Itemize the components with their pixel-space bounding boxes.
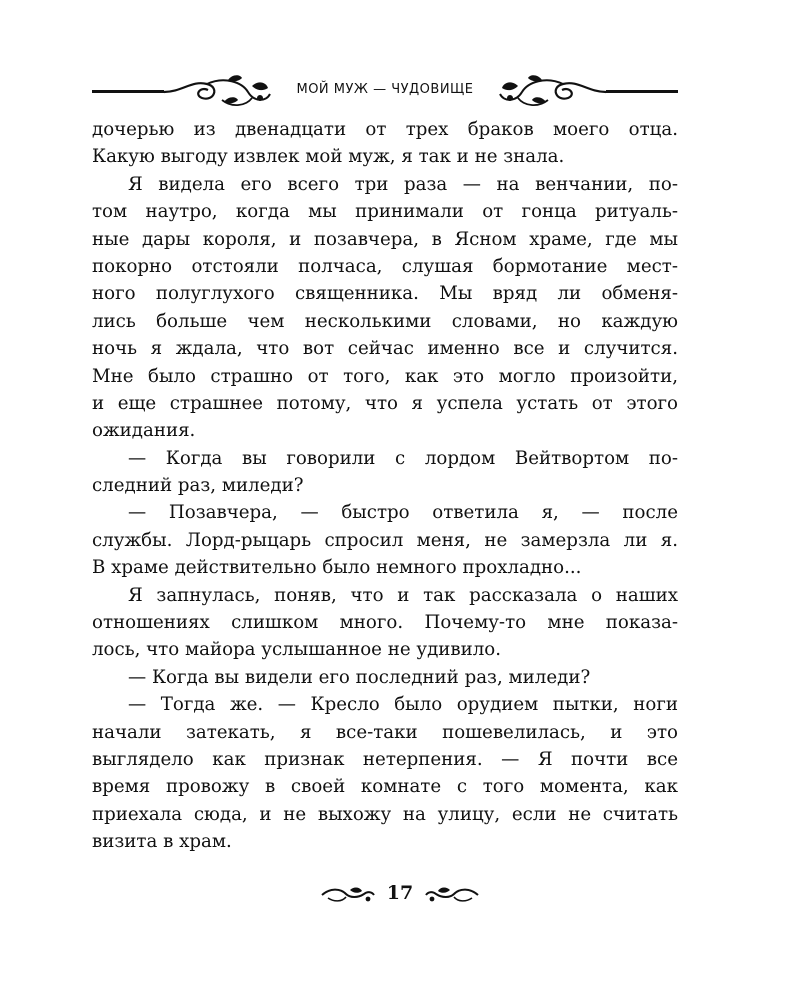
text-line: Мне было страшно от того, как это могло произойти, [92,365,678,387]
text-line: следний раз, миледи? [92,475,304,497]
text-line: — Позавчера, — быстро ответила я, — после [128,502,678,524]
text-line: время провожу в своей комнате с того момента, как [92,776,678,798]
text-line: визита в храм. [92,831,232,853]
text-line: В храме действительно было немного прохладно... [92,557,582,579]
text-line: Я запнулась, поняв, что и так рассказала о наших [128,584,678,606]
text-line: — Когда вы видели его последний раз, миледи? [128,666,591,688]
body-text [92,116,678,856]
header-rule-right [606,90,678,93]
text-line: начали затекать, я все-таки пошевелилась, и это [92,721,678,743]
text-line: лись больше чем несколькими словами, но каждую [92,310,678,332]
flourish-ornament-icon [162,72,272,112]
text-line: — Когда вы говорили с лордом Вейтвортом по- [128,447,678,469]
text-line: выглядело как признак нетерпения. — Я почти все [92,748,678,770]
text-line: дочерью из двенадцати от трех браков моего отца. [92,119,678,140]
flourish-ornament-icon [498,72,608,112]
text-line: ночь я ждала, что вот сейчас именно все и случится. [92,338,678,360]
text-line: ожидания. [92,420,196,442]
header-rule-left [92,90,164,93]
page-number: 17 [386,882,414,904]
text-line: и еще страшнее потому, что я успела устать от этого [92,392,678,414]
text-line: приехала сюда, и не выхожу на улицу, если не считать [92,803,678,825]
text-line: ные дары короля, и позавчера, в Ясном храме, где мы [92,228,678,250]
text-line: Я видела его всего три раза — на венчании, по- [128,173,678,195]
text-line: Какую выгоду извлек мой муж, я так и не знала. [92,146,565,168]
text-line: том наутро, когда мы принимали от гонца ритуаль- [92,201,678,223]
text-line: покорно отстояли полчаса, слушая бормотание мест- [92,255,678,277]
flourish-ornament-icon [424,886,480,904]
text-line: — Тогда же. — Кресло было орудием пытки, ноги [128,694,678,716]
text-line: отношениях слишком много. Почему-то мне показа- [92,612,678,634]
flourish-ornament-icon [320,886,376,904]
text-line: службы. Лорд-рыцарь спросил меня, не замерзла ли я. [92,529,678,551]
text-line: ного полуглухого священника. Мы вряд ли обменя- [92,283,678,305]
page-footer [320,880,480,910]
running-header [92,62,678,118]
text-line: лось, что майора услышанное не удивило. [92,639,502,661]
running-title: МОЙ МУЖ — ЧУДОВИЩЕ [296,82,474,97]
